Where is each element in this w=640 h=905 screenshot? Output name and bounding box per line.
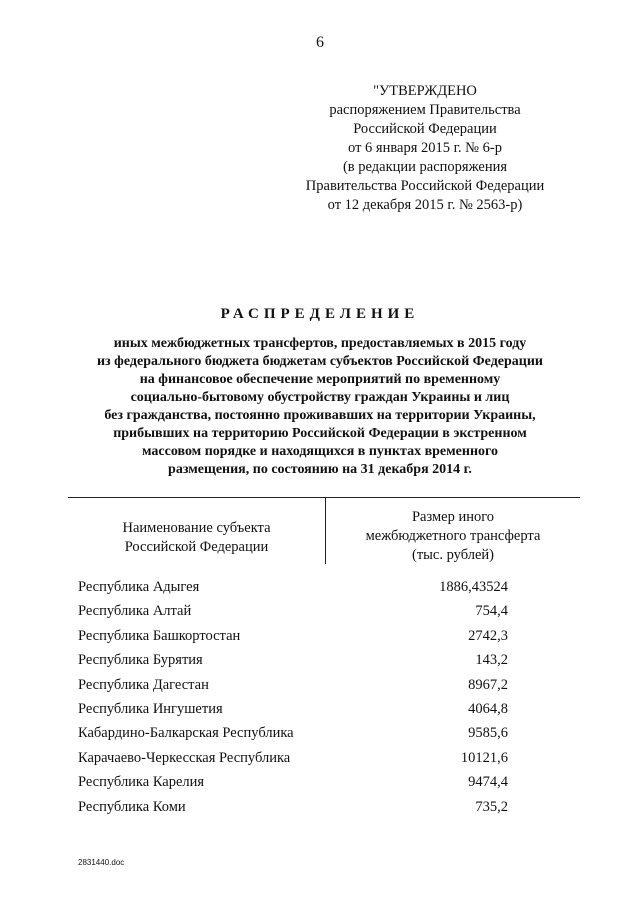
row-subject: Республика Башкортостан bbox=[78, 627, 241, 644]
approval-line: распоряжением Правительства bbox=[329, 102, 521, 118]
table-row bbox=[78, 725, 578, 749]
row-amount: 754,4 bbox=[475, 603, 508, 620]
header-line: Наименование субъекта bbox=[122, 520, 271, 536]
row-subject: Республика Адыгея bbox=[78, 579, 200, 595]
table-row bbox=[78, 799, 578, 823]
subtitle-line: иных межбюджетных трансфертов, предоставляемых в 2015 году bbox=[113, 336, 527, 351]
subtitle-line: без гражданства, постоянно проживавших на территории Украины, bbox=[104, 408, 536, 423]
table-row bbox=[78, 603, 578, 627]
row-amount: 735,2 bbox=[475, 798, 508, 815]
row-subject: Республика Бурятия bbox=[78, 652, 203, 669]
approval-block bbox=[300, 82, 550, 215]
table-row bbox=[78, 701, 578, 725]
header-line: межбюджетного трансферта bbox=[365, 528, 541, 544]
row-subject: Республика Дагестан bbox=[78, 676, 209, 693]
row-amount: 2742,3 bbox=[468, 627, 508, 644]
row-amount: 1886,43524 bbox=[439, 579, 508, 595]
subtitle-line: на финансовое обеспечение мероприятий по временному bbox=[139, 372, 501, 387]
row-amount: 9585,6 bbox=[468, 725, 508, 742]
table-row bbox=[78, 774, 578, 798]
table-row bbox=[78, 677, 578, 701]
row-subject: Кабардино-Балкарская Республика bbox=[78, 725, 294, 742]
row-amount: 9474,4 bbox=[468, 774, 508, 791]
header-line: (тыс. рублей) bbox=[412, 547, 494, 563]
row-amount: 10121,6 bbox=[460, 749, 508, 766]
row-amount: 143,2 bbox=[475, 652, 508, 669]
table-row bbox=[78, 579, 578, 603]
approval-line: Российской Федерации bbox=[353, 121, 497, 137]
table-body bbox=[78, 579, 578, 823]
header-line: Размер иного bbox=[411, 509, 495, 525]
approval-line: (в редакции распоряжения bbox=[342, 159, 508, 175]
approval-line: от 12 декабря 2015 г. № 2563-р) bbox=[327, 197, 523, 213]
subtitle-line: из федерального бюджета бюджетам субъектов Российской Федерации bbox=[96, 354, 543, 369]
table-row bbox=[78, 652, 578, 676]
row-subject: Карачаево-Черкесская Республика bbox=[78, 749, 291, 766]
row-subject: Республика Карелия bbox=[78, 774, 205, 791]
header-line: Российской Федерации bbox=[124, 539, 269, 555]
row-subject: Республика Алтай bbox=[78, 603, 192, 620]
subtitle-line: социально-бытовому обустройству граждан Украины и лиц bbox=[130, 390, 510, 405]
approval-line: "УТВЕРЖДЕНО bbox=[373, 83, 477, 99]
page-number: 6 bbox=[316, 34, 324, 51]
subtitle-line: размещения, по состоянию на 31 декабря 2014 г. bbox=[168, 462, 472, 477]
row-subject: Республика Ингушетия bbox=[78, 700, 223, 717]
table-header-subject bbox=[68, 519, 325, 557]
table-header-amount bbox=[326, 508, 580, 565]
approval-line: от 6 января 2015 г. № 6-р bbox=[348, 140, 502, 156]
row-subject: Республика Коми bbox=[78, 798, 186, 815]
file-reference: 2831440.doc bbox=[78, 858, 125, 867]
document-title: РАСПРЕДЕЛЕНИЕ bbox=[220, 306, 420, 322]
row-amount: 4064,8 bbox=[468, 700, 508, 717]
approval-line: Правительства Российской Федерации bbox=[305, 178, 545, 194]
subtitle-line: прибывших на территорию Российской Федерации в экстренном bbox=[113, 426, 527, 441]
subtitle-line: массовом порядке и находящихся в пунктах временного bbox=[141, 444, 499, 459]
document-subtitle bbox=[60, 335, 580, 479]
table-row bbox=[78, 628, 578, 652]
row-amount: 8967,2 bbox=[468, 676, 508, 693]
table-row bbox=[78, 750, 578, 774]
table-top-rule bbox=[68, 497, 580, 498]
